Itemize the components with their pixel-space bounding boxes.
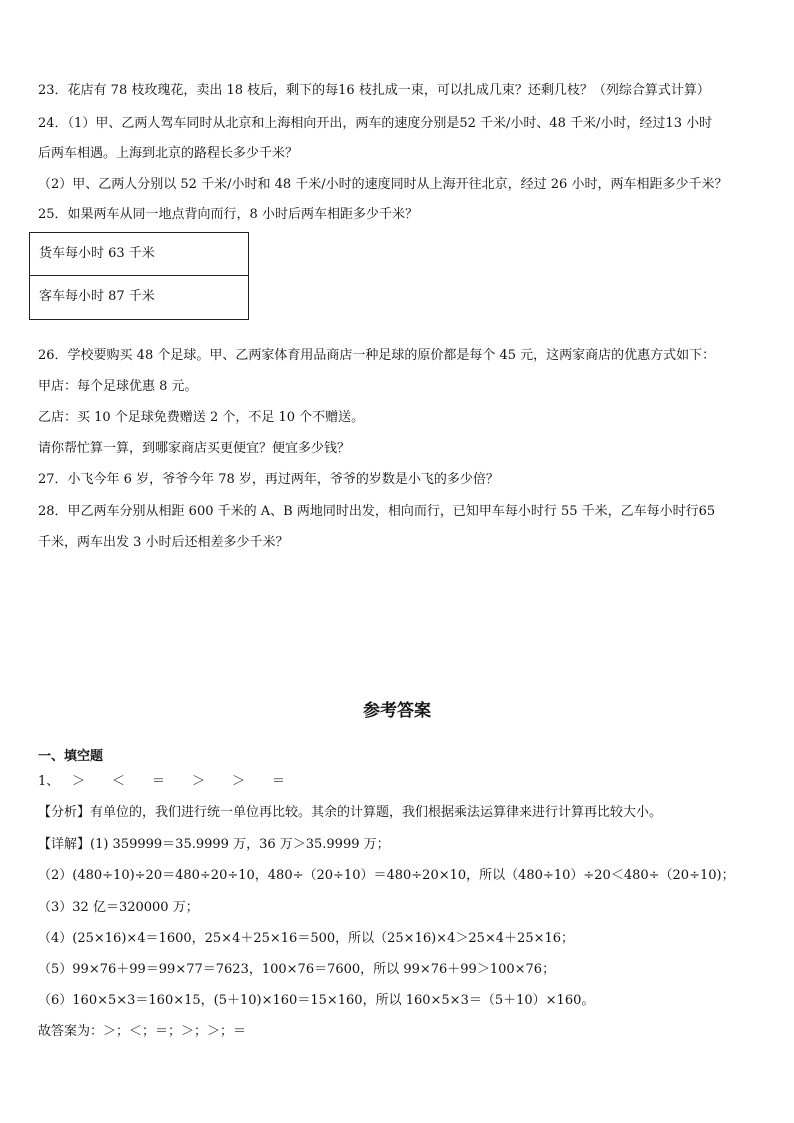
answer-symbol: ＝: [272, 774, 286, 789]
detail-6: （6）160×5×3＝160×15，(5＋10)×160＝15×160，所以 160×5×3＝（5＋10）×160。: [38, 993, 595, 1008]
answer-symbol: ＞: [192, 774, 206, 789]
question-28: 28．甲乙两车分别从相距 600 千米的 A、B 两地同时出发，相向而行，已知甲车每小时行 55 千米，乙车每小时行65: [38, 504, 716, 519]
answer-symbol: ＞: [72, 774, 86, 789]
detail-2: （2）(480÷10)÷20＝480÷20÷10，480÷（20÷10）＝480÷20×10，所以（480÷10）÷20＜480÷（20÷10)；: [38, 868, 735, 883]
question-26-ask: 请你帮忙算一算，到哪家商店买更便宜？便宜多少钱？: [38, 441, 351, 456]
section-heading: 一、填空题: [38, 749, 104, 764]
question-26-shop-b: 乙店：买 10 个足球免费赠送 2 个，不足 10 个不赠送。: [38, 410, 365, 425]
detail-1: 【详解】(1) 359999＝35.9999 万，36 万＞35.9999 万；: [38, 837, 390, 852]
question-24-part1: 24．（1）甲、乙两人驾车同时从北京和上海相向开出，两车的速度分别是52 千米/小时、48 千米/小时，经过13 小时: [38, 116, 713, 131]
question-27: 27．小飞今年 6 岁，爷爷今年 78 岁，再过两年，爷爷的岁数是小飞的多少倍？: [38, 472, 499, 487]
analysis-text: 【分析】有单位的，我们进行统一单位再比较。其余的计算题，我们根据乘法运算律来进行计算再比较大小。: [38, 805, 663, 820]
question-24-part1-cont: 后两车相遇。上海到北京的路程长多少千米？: [38, 146, 299, 161]
answer-symbol: ＝: [152, 774, 166, 789]
question-26: 26．学校要购买 48 个足球。甲、乙两家体育用品商店一种足球的原价都是每个 45 元，这两家商店的优惠方式如下：: [38, 348, 716, 363]
answers-title: 参考答案: [363, 701, 431, 721]
question-24-part2: （2）甲、乙两人分别以 52 千米/小时和 48 千米/小时的速度同时从上海开往北京，经过 26 小时，两车相距多少千米？: [38, 177, 728, 192]
table-cell-truck: 货车每小时 63 千米: [39, 246, 155, 261]
answer-symbol: ＜: [112, 774, 126, 789]
table-cell-bus: 客车每小时 87 千米: [30, 275, 248, 318]
question-25-table: [29, 232, 249, 320]
answer-1-row: [38, 773, 756, 791]
detail-4: （4）(25×16)×4＝1600，25×4＋25×16＝500，所以（25×16)×4＞25×4＋25×16；: [38, 931, 575, 946]
question-23: 23．花店有 78 枝玫瑰花，卖出 18 枝后，剩下的每16 枝扎成一束，可以扎成几束？还剩几枝？（列综合算式计算）: [38, 83, 710, 98]
detail-5: （5）99×76＋99＝99×77＝7623，100×76＝7600，所以 99×76＋99＞100×76；: [38, 962, 556, 977]
answer-1-number: 1、: [38, 774, 60, 789]
question-28-cont: 千米，两车出发 3 小时后还相差多少千米？: [38, 535, 289, 550]
question-25: 25．如果两车从同一地点背向而行，8 小时后两车相距多少千米？: [38, 207, 418, 222]
answer-symbol: ＞: [232, 774, 246, 789]
question-26-shop-a: 甲店：每个足球优惠 8 元。: [38, 379, 198, 394]
detail-3: （3）32 亿＝320000 万；: [38, 900, 199, 915]
final-answer: 故答案为：＞；＜；＝；＞；＞；＝: [38, 1024, 247, 1039]
